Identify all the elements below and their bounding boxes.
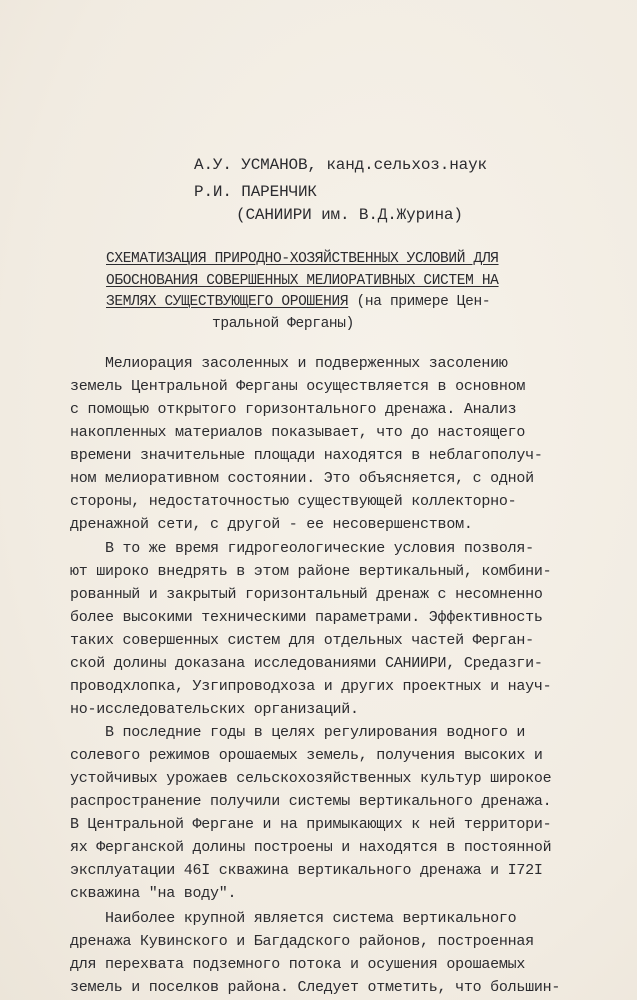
body-line: В то же время гидрогеологические условия позволя- [70, 540, 534, 557]
body-line: но-исследовательских организаций. [70, 701, 359, 718]
title-caps-2: ОБОСНОВАНИЯ СОВЕРШЕННЫХ МЕЛИОРАТИВНЫХ СИСТЕМ НА [106, 273, 499, 289]
body-line: дренажной сети, с другой - ее несовершенством. [70, 516, 473, 533]
body-line: земель Центральной Ферганы осуществляется в основном [70, 378, 526, 395]
body-line: В последние годы в целях регулирования водного и [70, 724, 526, 741]
title-line-2 [106, 272, 499, 290]
body-line: ях Ферганской долины построены и находятся в постоянной [70, 839, 552, 856]
author-affiliation: (САНИИРИ им. В.Д.Журина) [236, 206, 463, 224]
body-line: распространение получили системы вертикального дренажа. [70, 793, 552, 810]
body-line: солевого режимов орошаемых земель, получения высоких и [70, 747, 543, 764]
title-line-3 [106, 293, 490, 311]
body-line: времени значительные площади находятся в неблагополуч- [70, 447, 543, 464]
body-line: таких совершенных систем для отдельных частей Ферган- [70, 632, 534, 649]
body-line: накопленных материалов показывает, что до настоящего [70, 424, 526, 441]
body-line: с помощью открытого горизонтального дренажа. Анализ [70, 401, 517, 418]
title-line-1 [106, 250, 499, 268]
body-line: более высокими техническими параметрами. Эффективность [70, 609, 543, 626]
body-line: Наиболее крупной является система вертикального [70, 910, 517, 927]
title-line-3-tail: (на примере Цен- [348, 294, 491, 310]
body-line: стороны, недостаточностью существующей коллекторно- [70, 493, 517, 510]
author-2: Р.И. ПАРЕНЧИК [194, 183, 317, 201]
body-line: ном мелиоративном состоянии. Это объясняется, с одной [70, 470, 534, 487]
body-line: проводхлопка, Узгипроводхоза и других проектных и науч- [70, 678, 552, 695]
body-line: земель и поселков района. Следует отметить, что большин- [70, 979, 561, 996]
body-line: скважина "на воду". [70, 885, 237, 902]
body-line: устойчивых урожаев сельскохозяйственных культур широкое [70, 770, 552, 787]
author-1: А.У. УСМАНОВ, канд.сельхоз.наук [194, 156, 487, 174]
body-line: дренажа Кувинского и Багдадского районов, построенная [70, 933, 534, 950]
body-line: эксплуатации 46I скважина вертикального дренажа и I72I [70, 862, 543, 879]
body-line: ют широко внедрять в этом районе вертикальный, комбини- [70, 563, 552, 580]
body-line: рованный и закрытый горизонтальный дренаж с несомненно [70, 586, 543, 603]
title-caps-3: ЗЕМЛЯХ СУЩЕСТВУЮЩЕГО ОРОШЕНИЯ [106, 294, 349, 310]
body-line: ской долины доказана исследованиями САНИИРИ, Средазги- [70, 655, 543, 672]
body-line: В Центральной Фергане и на примыкающих к ней территори- [70, 816, 552, 833]
body-line: для перехвата подземного потока и осушения орошаемых [70, 956, 526, 973]
title-caps-1: СХЕМАТИЗАЦИЯ ПРИРОДНО-ХОЗЯЙСТВЕННЫХ УСЛОВИЙ ДЛЯ [106, 251, 499, 267]
body-line: Мелиорация засоленных и подверженных засолению [70, 355, 508, 372]
title-line-4: тральной Ферганы) [212, 316, 354, 332]
